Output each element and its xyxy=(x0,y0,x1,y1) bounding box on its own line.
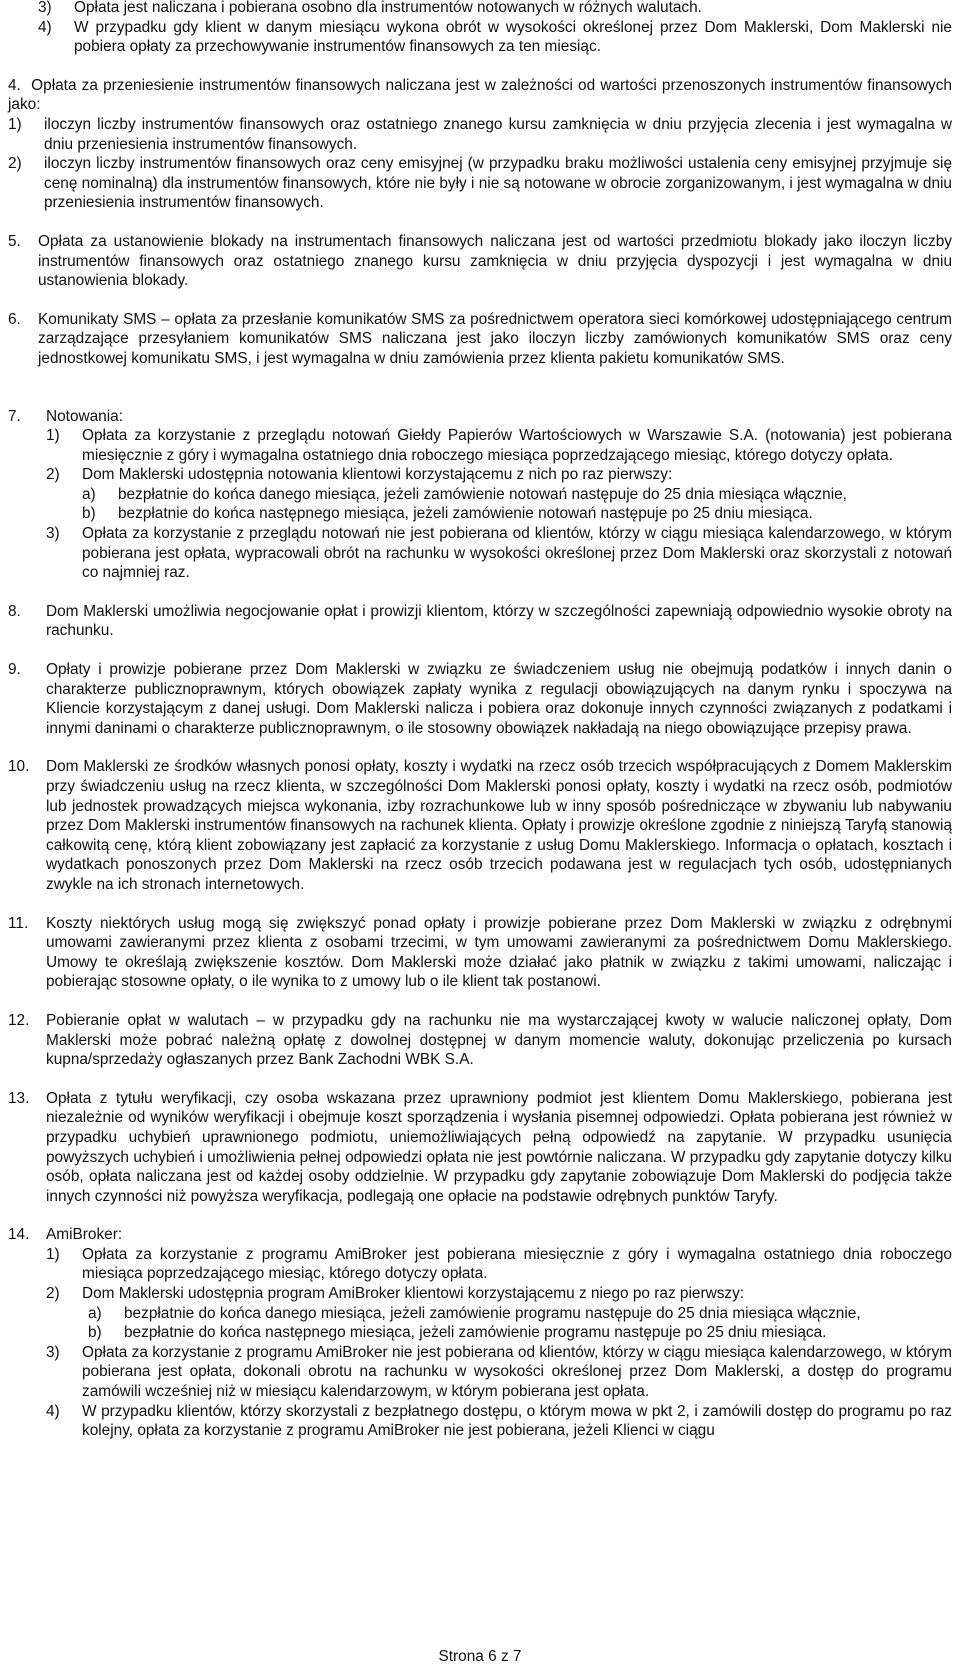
section-title: AmiBroker: xyxy=(46,1226,123,1244)
sub-list-item: b) bezpłatnie do końca następnego miesiąca, jeżeli zamówienie programu następuje po 25 dniu miesiąca. xyxy=(88,1324,827,1342)
list-item: 3) Opłata jest naliczana i pobierana osobno dla instrumentów notowanych w różnych walutach. xyxy=(38,0,702,16)
list-item: 1) Opłata za korzystanie z programu AmiBroker jest pobierana miesięcznie z góry i wymagalna ostatniego dnia roboczego miesiąca poprzedzającego miesiąc, którego dotyczy opłata. xyxy=(46,1245,952,1283)
section-number: 4. xyxy=(8,76,21,94)
sub-list-item: a) bezpłatnie do końca danego miesiąca, jeżeli zamówienie programu następuje do 25 dnia miesiąca włącznie, xyxy=(88,1304,861,1322)
list-item: 1) Opłata za korzystanie z przeglądu notowań Giełdy Papierów Wartościowych w Warszawie S.A. (notowania) jest pobierana miesięcznie z góry i wymagalna ostatniego dnia roboczego miesiąca poprzedzającego miesiąc, którego dotyczy opłata. xyxy=(46,427,952,464)
section-9: 9. Opłaty i prowizje pobierane przez Dom Maklerski w związku ze świadczeniem usług nie obejmują podatków i innych danin o charakterze publicznoprawnym, których obowiązek zapłaty wynika z regulacji obowiązujących na danym rynku i spoczywa na Kliencie korzystającym z danej usługi. Dom Maklerski nalicza i pobiera oraz dokonuje innych czynności związanych z podatkami i innymi daninami o charakterze publicznoprawnym, o ile stosowny obowiązek nakładają na niego obowiązujące przepisy prawa. xyxy=(8,661,952,737)
list-item: 2) iloczyn liczby instrumentów finansowych oraz ceny emisyjnej (w przypadku braku możliwości ustalenia ceny emisyjnej przyjmuje się cenę nominalną) dla instrumentów finansowych, które nie były i nie są notowane w obrocie zorganizowanym, i jest wymagalna w dniu przeniesienia instrumentów finansowych. xyxy=(8,155,952,212)
section-12: 12. Pobieranie opłat w walutach – w przypadku gdy na rachunku nie ma wystarczającej kwoty w walucie naliczonej opłaty, Dom Maklerski może pobrać należną opłatę z dowolnej dostępnej w danym momencie waluty, dokonując przeliczenia po kursach kupna/sprzedaży ogłaszanych przez Bank Zachodni WBK S.A. xyxy=(8,1011,952,1069)
sub-list-item: a) bezpłatnie do końca danego miesiąca, jeżeli zamówienie notowań następuje do 25 dnia miesiąca włącznie, xyxy=(82,485,847,503)
list-item: 3) Opłata za korzystanie z przeglądu notowań nie jest pobierana od klientów, którzy w ciągu miesiąca kalendarzowego, w którym pobierana jest opłata, wypracowali obrót na rachunku w wysokości określonej przez Dom Maklerski oraz skorzystali z notowań co najmniej raz. xyxy=(46,525,952,582)
list-item: 3) Opłata za korzystanie z programu AmiBroker nie jest pobierana od klientów, którzy w ciągu miesiąca kalendarzowego, w którym pobierana jest opłata, dokonali obrotu na rachunku w wysokości określonej przez Dom Maklerski, a dostęp do programu zamówili wcześniej niż w miesiącu kalendarzowym, w którym pobierana jest opłata. xyxy=(46,1343,952,1401)
section-text: Opłata za przeniesienie instrumentów finansowych naliczana jest w zależności od wartości przenoszonych instrumentów finansowych jako: xyxy=(8,76,952,114)
section-8: 8. Dom Maklerski umożliwia negocjowanie opłat i prowizji klientom, którzy w szczególności zapewniają odpowiednio wysokie obroty na rachunku. xyxy=(8,602,952,640)
section-11: 11. Koszty niektórych usług mogą się zwiększyć ponad opłaty i prowizje pobierane przez Dom Maklerski w związku z odrębnymi umowami zawieranymi przez klienta z osobami trzecimi, w tym umowami zawieranymi za pośrednictwem Domu Maklerskiego. Umowy te określają zwiększenie kosztów. Dom Maklerski może działać jako płatnik w związku z takimi umowami, naliczając i pobierając stosowne opłaty, o ile wynika to z umowy lub o ile klient tak postanowi. xyxy=(8,914,952,991)
section-7: 7. Notowania: 1) Opłata za korzystanie z przeglądu notowań Giełdy Papierów Wartościowych w Warszawie S.A. (notowania) jest pobierana miesięcznie z góry i wymagalna ostatniego dnia roboczego miesiąca poprzedzającego miesiąc, którego dotyczy opłata. 2) Dom Maklerski udostępnia notowania klientowi korzystającemu z nich po raz pierwszy: a) bezpłatnie do końca danego miesiąca, jeżeli zamówienie notowań następuje do 25 dnia miesiąca włącznie, b) bezpłatnie do końca następnego miesiąca, jeżeli zamówienie notowań następuje po 25 dniu miesiąca. 3) Opłata za korzystanie z przeglądu notowań nie jest pobierana od klientów, którzy w ciągu miesiąca kalendarzowego, w którym pobierana jest opłata, wypracowali obrót na rachunku w wysokości określonej przez Dom Maklerski oraz skorzystali z notowań co najmniej raz. xyxy=(8,407,952,582)
list-item: 4) W przypadku gdy klient w danym miesiącu wykona obrót w wysokości określonej przez Dom Maklerski, Dom Maklerski nie pobiera opłaty za przechowywanie instrumentów finansowych za ten miesiąc. xyxy=(38,18,952,56)
page-number: Strona 6 z 7 xyxy=(438,1648,522,1665)
section-14: 14. AmiBroker: 1) Opłata za korzystanie z programu AmiBroker jest pobierana miesięcznie z góry i wymagalna ostatniego dnia roboczego miesiąca poprzedzającego miesiąc, którego dotyczy opłata. 2) Dom Maklerski udostępnia program AmiBroker klientowi korzystającemu z niego po raz pierwszy: a) bezpłatnie do końca danego miesiąca, jeżeli zamówienie programu następuje do 25 dnia miesiąca włącznie, b) bezpłatnie do końca następnego miesiąca, jeżeli zamówienie programu następuje po 25 dniu miesiąca. 3) Opłata za korzystanie z programu AmiBroker nie jest pobierana od klientów, którzy w ciągu miesiąca kalendarzowego, w którym pobierana jest opłata, dokonali obrotu na rachunku w wysokości określonej przez Dom Maklerski, a dostęp do programu zamówili wcześniej niż w miesiącu kalendarzowym, w którym pobierana jest opłata. 4) W przypadku klientów, którzy skorzystali z bezpłatnego dostępu, o którym mowa w pkt 2, i zamówili dostęp do programu po raz kolejny, opłata za korzystanie z programu AmiBroker nie jest pobierana, jeżeli Klienci w ciągu xyxy=(8,1226,952,1440)
section-4 xyxy=(8,76,952,213)
section-6: 6. Komunikaty SMS – opłata za przesłanie komunikatów SMS za pośrednictwem operatora sieci komórkowej udostępniającego centrum zarządzające przesyłaniem komunikatów SMS naliczana jest jako iloczyn liczby zamówionych komunikatów SMS oraz ceny jednostkowej komunikatu SMS, i jest wymagalna w dniu zamówienia przez klienta pakietu komunikatów SMS. xyxy=(8,310,952,367)
sub-list-item: b) bezpłatnie do końca następnego miesiąca, jeżeli zamówienie notowań następuje po 25 dniu miesiąca. xyxy=(82,505,813,523)
section-5: 5. Opłata za ustanowienie blokady na instrumentach finansowych naliczana jest od wartości przedmiotu blokady jako iloczyn liczby instrumentów finansowych oraz ostatniego znanego kursu zamknięcia w dniu przyjęcia dyspozycji i jest wymagalna w dniu ustanowienia blokady. xyxy=(8,232,952,290)
document-page xyxy=(8,0,952,1441)
list-item: 2) Dom Maklerski udostępnia notowania klientowi korzystającemu z nich po raz pierwszy: xyxy=(46,466,673,484)
list-item: 2) Dom Maklerski udostępnia program AmiBroker klientowi korzystającemu z niego po raz pierwszy: xyxy=(46,1285,745,1303)
list-item: 1) iloczyn liczby instrumentów finansowych oraz ostatniego znanego kursu zamknięcia w dniu przyjęcia zlecenia i jest wymagalna w dniu przeniesienia instrumentów finansowych. xyxy=(8,115,952,153)
section-title: Notowania: xyxy=(46,407,123,425)
list-item: 4) W przypadku klientów, którzy skorzystali z bezpłatnego dostępu, o którym mowa w pkt 2, i zamówili dostęp do programu po raz kolejny, opłata za korzystanie z programu AmiBroker nie jest pobierana, jeżeli Klienci w ciągu xyxy=(46,1402,952,1440)
section-13: 13. Opłata z tytułu weryfikacji, czy osoba wskazana przez uprawniony podmiot jest klientem Domu Maklerskiego, pobierana jest niezależnie od wyników weryfikacji i obejmuje koszt sporządzenia i wysłania pisemnej odpowiedzi. Opłata pobierana jest również w przypadku uchybień uprawnionego podmiotu, uniemożliwiających pełną odpowiedź na zapytanie. W przypadku usunięcia powyższych uchybień i umożliwienia pełnej odpowiedzi opłata nie jest powtórnie naliczana. W przypadku gdy zapytanie dotyczy kilku osób, opłata naliczana jest od każdej osoby oddzielnie. W przypadku gdy zapytanie zobowiązuje Dom Maklerski do podjęcia także innych czynności niż powyższa weryfikacja, podlegają one opłacie na podstawie odrębnych punktów Taryfy. xyxy=(8,1089,952,1205)
section-10: 10. Dom Maklerski ze środków własnych ponosi opłaty, koszty i wydatki na rzecz osób trzecich współpracujących z Domem Maklerskim przy świadczeniu usług na rzecz klienta, w szczególności Dom Maklerski ponosi opłaty, koszty i wydatki na rzecz osób, podmiotów lub jednostek prowadzących miejsca wykonania, izby rozrachunkowe lub w inny sposób pośredniczące w zbywaniu lub nabywaniu przez Dom Maklerski instrumentów finansowych na rachunek klienta. Opłaty i prowizje określone zgodnie z niniejszą Taryfą stanowią całkowitą cenę, którą klient zobowiązany jest zapłacić za korzystanie z usług Domu Maklerskiego. Informacja o opłatach, kosztach i wydatkach ponoszonych przez Dom Maklerski na rzecz osób trzecich podawana jest w regulacjach tych osób, udostępnianych zwykle na ich stronach internetowych. xyxy=(8,758,952,893)
